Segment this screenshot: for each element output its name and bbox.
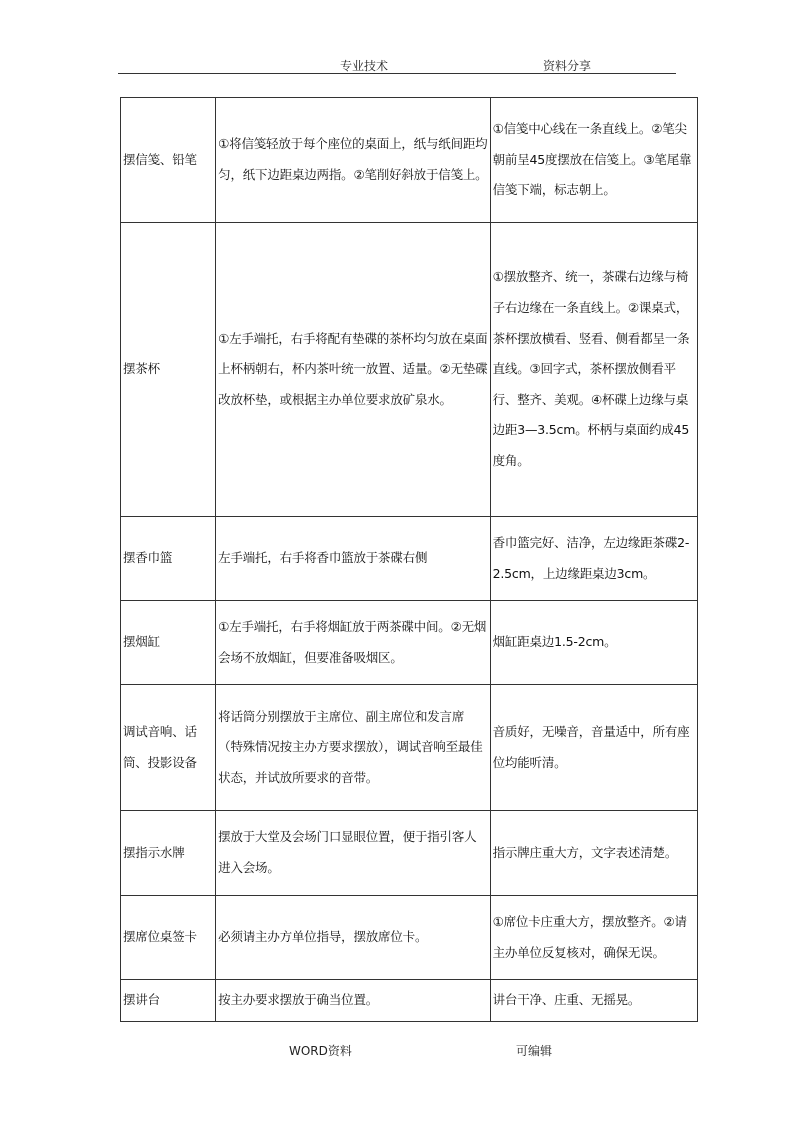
standard-cell: 烟缸距桌边1.5-2cm。 xyxy=(490,601,697,685)
method-cell: 按主办要求摆放于确当位置。 xyxy=(216,980,490,1022)
procedure-table xyxy=(120,97,698,1022)
footer-right-text: 可编辑 xyxy=(516,1044,553,1058)
standard-cell: 香巾篮完好、洁净，左边缘距茶碟2-2.5cm，上边缘距桌边3cm。 xyxy=(490,517,697,601)
header-rule xyxy=(118,73,676,74)
method-cell: ①左手端托，右手将配有垫碟的茶杯均匀放在桌面上杯柄朝右，杯内茶叶统一放置、适量。②无垫碟改放杯垫，或根据主办单位要求放矿泉水。 xyxy=(216,223,490,517)
standard-cell: 讲台干净、庄重、无摇晃。 xyxy=(490,980,697,1022)
task-cell: 摆茶杯 xyxy=(121,223,216,517)
task-cell: 摆席位桌签卡 xyxy=(121,896,216,980)
standard-cell: ①席位卡庄重大方，摆放整齐。②请主办单位反复核对，确保无误。 xyxy=(490,896,697,980)
task-cell: 摆指示水牌 xyxy=(121,811,216,896)
header-left-text: 专业技术 xyxy=(340,59,389,73)
table-row xyxy=(121,601,698,685)
table-row xyxy=(121,811,698,896)
method-cell: ①将信笺轻放于每个座位的桌面上，纸与纸间距均匀，纸下边距桌边两指。②笔削好斜放于信笺上。 xyxy=(216,98,490,223)
method-cell: 左手端托，右手将香巾篮放于茶碟右侧 xyxy=(216,517,490,601)
method-cell: ①左手端托，右手将烟缸放于两茶碟中间。②无烟会场不放烟缸，但要准备吸烟区。 xyxy=(216,601,490,685)
task-cell: 摆讲台 xyxy=(121,980,216,1022)
standard-cell: ①信笺中心线在一条直线上。②笔尖朝前呈45度摆放在信笺上。③笔尾靠信笺下端，标志朝上。 xyxy=(490,98,697,223)
standard-cell: 指示牌庄重大方，文字表述清楚。 xyxy=(490,811,697,896)
standard-cell: ①摆放整齐、统一，茶碟右边缘与椅子右边缘在一条直线上。②课桌式，茶杯摆放横看、竖看、侧看都呈一条直线。③回字式，茶杯摆放侧看平行、整齐、美观。④杯碟上边缘与桌边距3—3.5cm。杯柄与桌面约成45度角。 xyxy=(490,223,697,517)
table-row xyxy=(121,980,698,1022)
header-right-text: 资料分享 xyxy=(543,59,592,73)
footer-left-text: WORD资料 xyxy=(289,1044,352,1058)
table-row xyxy=(121,685,698,811)
task-cell: 调试音响、话筒、投影设备 xyxy=(121,685,216,811)
standard-cell: 音质好，无噪音，音量适中，所有座位均能听清。 xyxy=(490,685,697,811)
task-cell: 摆烟缸 xyxy=(121,601,216,685)
method-cell: 摆放于大堂及会场门口显眼位置，便于指引客人进入会场。 xyxy=(216,811,490,896)
table-row xyxy=(121,98,698,223)
task-cell: 摆信笺、铅笔 xyxy=(121,98,216,223)
task-cell: 摆香巾篮 xyxy=(121,517,216,601)
table-row xyxy=(121,223,698,517)
table-row xyxy=(121,517,698,601)
method-cell: 将话筒分别摆放于主席位、副主席位和发言席（特殊情况按主办方要求摆放），调试音响至最佳状态，并试放所要求的音带。 xyxy=(216,685,490,811)
method-cell: 必须请主办方单位指导，摆放席位卡。 xyxy=(216,896,490,980)
table-row xyxy=(121,896,698,980)
